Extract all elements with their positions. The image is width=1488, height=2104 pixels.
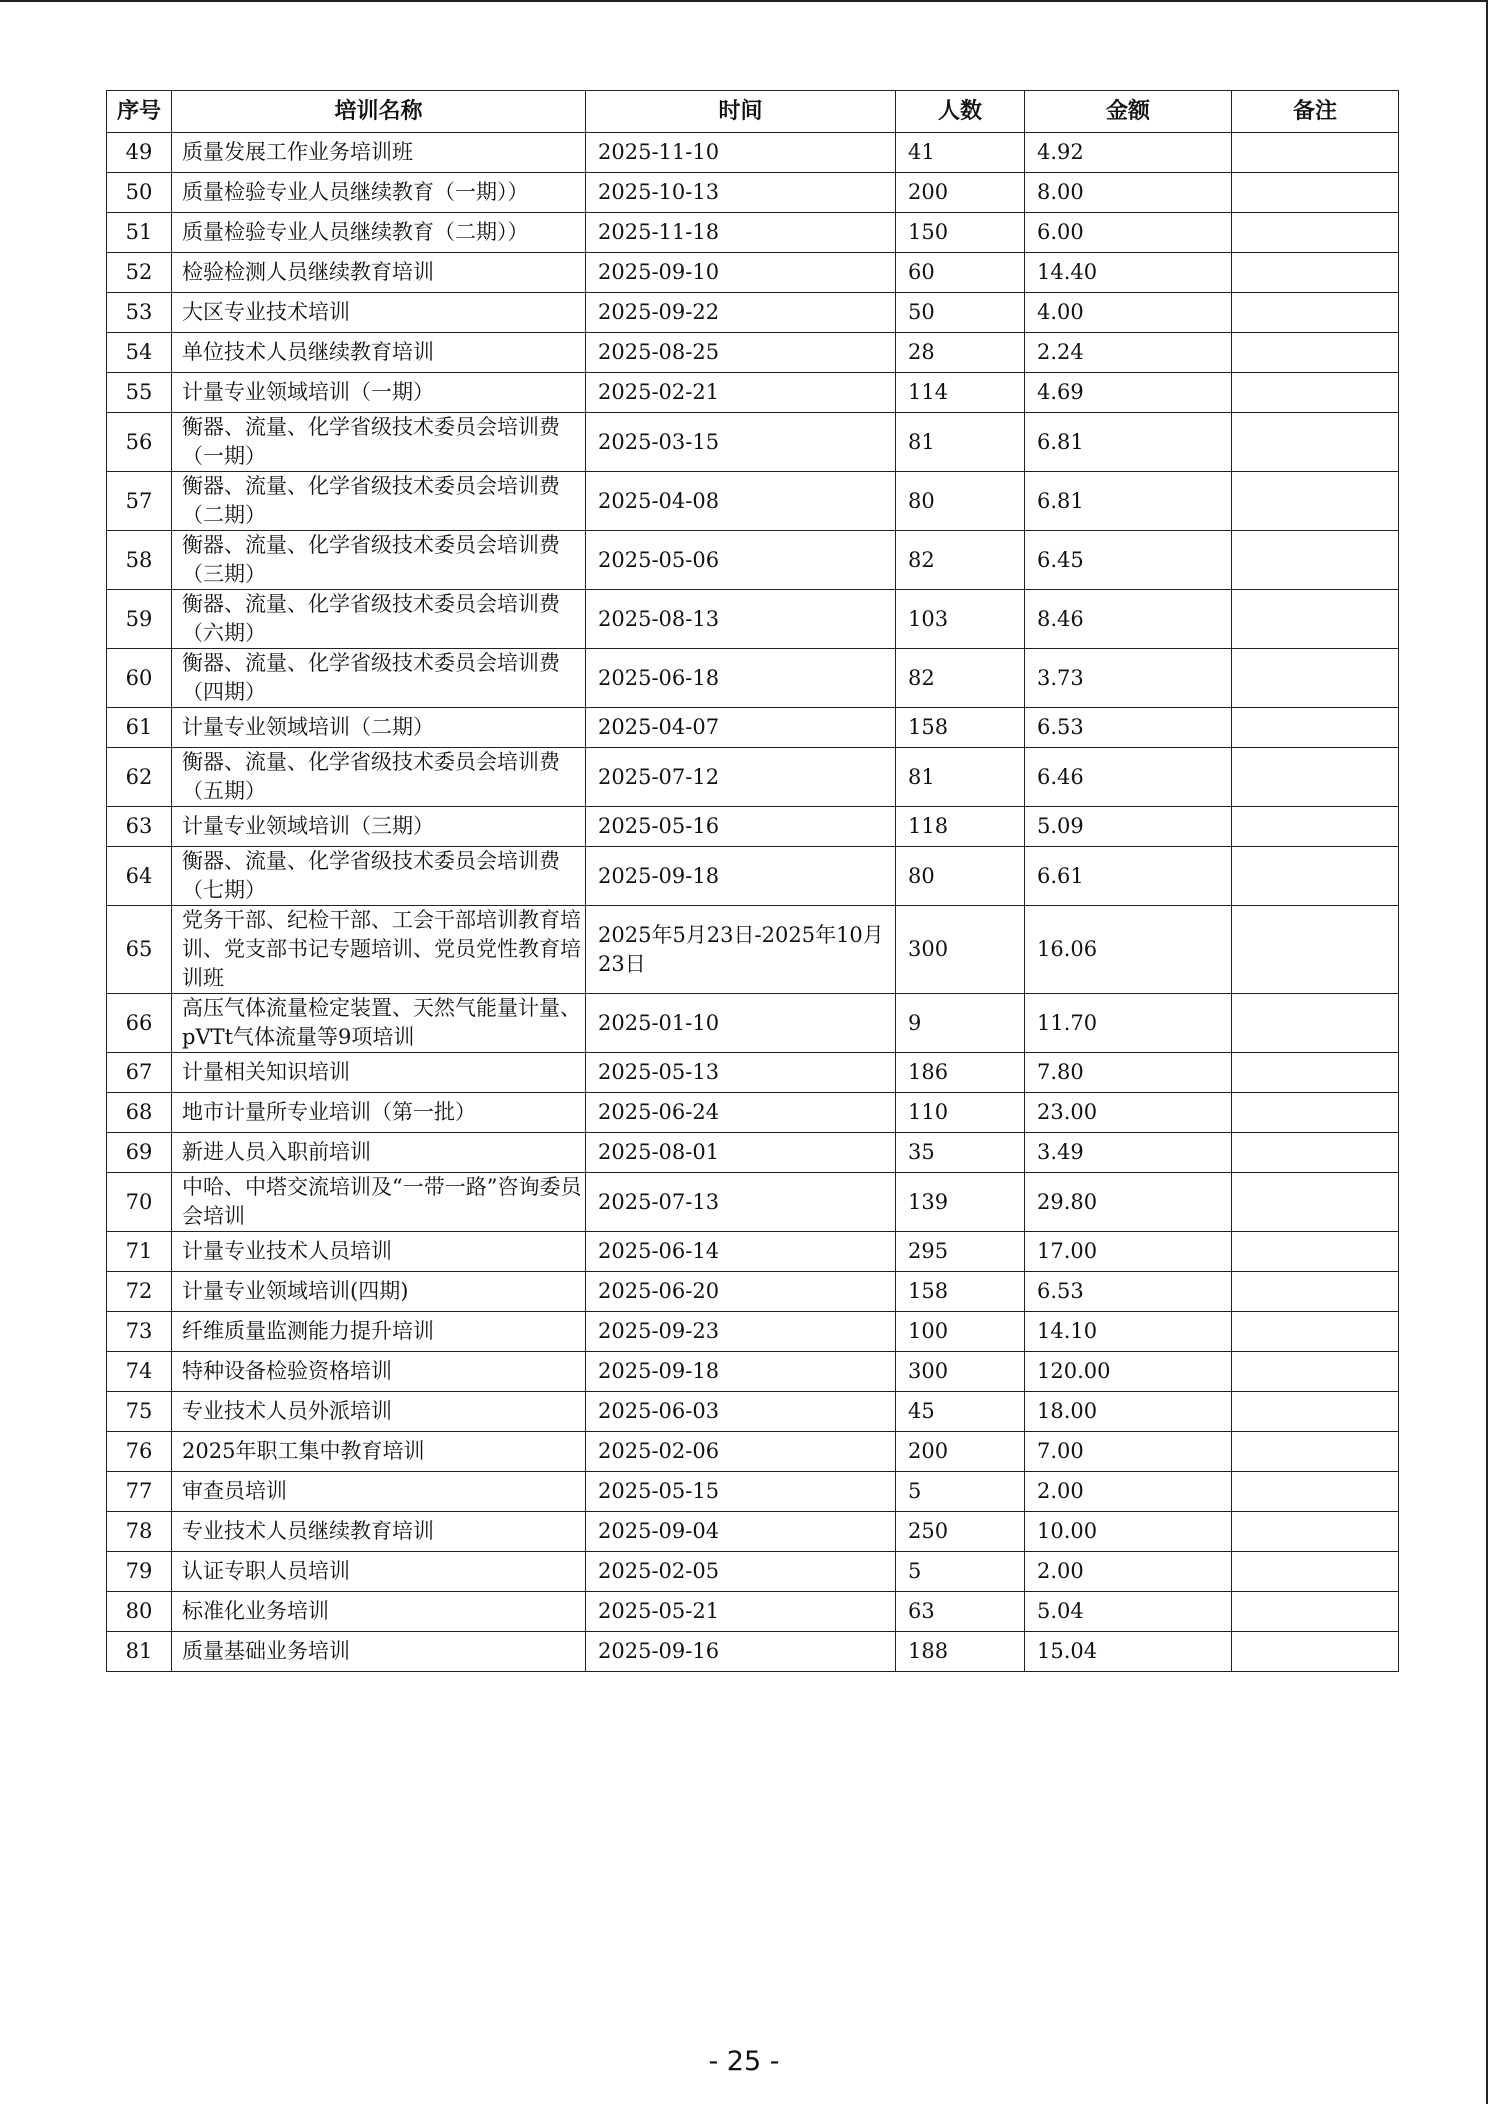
training-date: 2025-04-07 — [586, 708, 896, 748]
row-number: 76 — [107, 1432, 172, 1472]
participant-count: 300 — [896, 906, 1025, 994]
table-row — [107, 708, 1399, 748]
amount-value: 6.46 — [1025, 748, 1232, 807]
amount-value: 11.70 — [1025, 994, 1232, 1053]
training-name: 计量专业领域培训（二期） — [172, 708, 586, 748]
amount-value: 4.00 — [1025, 293, 1232, 333]
participant-count: 82 — [896, 649, 1025, 708]
amount-value: 5.09 — [1025, 807, 1232, 847]
table-row — [107, 1173, 1399, 1232]
note-cell — [1232, 1512, 1399, 1552]
row-number: 49 — [107, 133, 172, 173]
training-name: 高压气体流量检定装置、天然气能量计量、pVTt气体流量等9项培训 — [172, 994, 586, 1053]
participant-count: 139 — [896, 1173, 1025, 1232]
table-row — [107, 649, 1399, 708]
note-cell — [1232, 748, 1399, 807]
amount-value: 2.24 — [1025, 333, 1232, 373]
training-name: 纤维质量监测能力提升培训 — [172, 1312, 586, 1352]
table-row — [107, 213, 1399, 253]
amount-value: 10.00 — [1025, 1512, 1232, 1552]
note-cell — [1232, 807, 1399, 847]
training-date: 2025-05-16 — [586, 807, 896, 847]
row-number: 65 — [107, 906, 172, 994]
amount-value: 2.00 — [1025, 1552, 1232, 1592]
training-date: 2025-06-20 — [586, 1272, 896, 1312]
note-cell — [1232, 253, 1399, 293]
note-cell — [1232, 1432, 1399, 1472]
amount-value: 7.80 — [1025, 1053, 1232, 1093]
training-name: 新进人员入职前培训 — [172, 1133, 586, 1173]
participant-count: 300 — [896, 1352, 1025, 1392]
row-number: 75 — [107, 1392, 172, 1432]
table-row — [107, 847, 1399, 906]
row-number: 73 — [107, 1312, 172, 1352]
table-row — [107, 1093, 1399, 1133]
training-date: 2025-01-10 — [586, 994, 896, 1053]
row-number: 78 — [107, 1512, 172, 1552]
training-name: 衡器、流量、化学省级技术委员会培训费（二期） — [172, 472, 586, 531]
table-row — [107, 807, 1399, 847]
note-cell — [1232, 1232, 1399, 1272]
table-row — [107, 1272, 1399, 1312]
participant-count: 114 — [896, 373, 1025, 413]
training-date: 2025-05-21 — [586, 1592, 896, 1632]
table-row — [107, 590, 1399, 649]
row-number: 56 — [107, 413, 172, 472]
amount-value: 6.00 — [1025, 213, 1232, 253]
row-number: 61 — [107, 708, 172, 748]
training-name: 衡器、流量、化学省级技术委员会培训费（三期） — [172, 531, 586, 590]
note-cell — [1232, 1392, 1399, 1432]
amount-value: 29.80 — [1025, 1173, 1232, 1232]
training-date: 2025-02-06 — [586, 1432, 896, 1472]
note-cell — [1232, 1312, 1399, 1352]
row-number: 70 — [107, 1173, 172, 1232]
header-row — [107, 91, 1399, 133]
amount-value: 4.69 — [1025, 373, 1232, 413]
amount-value: 6.81 — [1025, 472, 1232, 531]
row-number: 81 — [107, 1632, 172, 1672]
note-cell — [1232, 333, 1399, 373]
amount-value: 8.46 — [1025, 590, 1232, 649]
table-row — [107, 472, 1399, 531]
training-date: 2025-09-18 — [586, 1352, 896, 1392]
training-date: 2025-09-10 — [586, 253, 896, 293]
amount-value: 6.53 — [1025, 1272, 1232, 1312]
participant-count: 50 — [896, 293, 1025, 333]
note-cell — [1232, 1272, 1399, 1312]
amount-value: 5.04 — [1025, 1592, 1232, 1632]
training-name: 党务干部、纪检干部、工会干部培训教育培训、党支部书记专题培训、党员党性教育培训班 — [172, 906, 586, 994]
participant-count: 45 — [896, 1392, 1025, 1432]
header-date: 时间 — [586, 91, 896, 133]
training-name: 质量发展工作业务培训班 — [172, 133, 586, 173]
note-cell — [1232, 413, 1399, 472]
row-number: 74 — [107, 1352, 172, 1392]
row-number: 57 — [107, 472, 172, 531]
table-row — [107, 133, 1399, 173]
training-name: 衡器、流量、化学省级技术委员会培训费（六期） — [172, 590, 586, 649]
amount-value: 6.61 — [1025, 847, 1232, 906]
training-name: 地市计量所专业培训（第一批） — [172, 1093, 586, 1133]
participant-count: 150 — [896, 213, 1025, 253]
training-name: 专业技术人员继续教育培训 — [172, 1512, 586, 1552]
training-date: 2025-09-16 — [586, 1632, 896, 1672]
training-name: 衡器、流量、化学省级技术委员会培训费（五期） — [172, 748, 586, 807]
training-name: 质量基础业务培训 — [172, 1632, 586, 1672]
note-cell — [1232, 1133, 1399, 1173]
training-date: 2025-06-18 — [586, 649, 896, 708]
participant-count: 5 — [896, 1472, 1025, 1512]
table-row — [107, 1133, 1399, 1173]
table-row — [107, 1352, 1399, 1392]
header-amount: 金额 — [1025, 91, 1232, 133]
participant-count: 60 — [896, 253, 1025, 293]
participant-count: 82 — [896, 531, 1025, 590]
amount-value: 14.10 — [1025, 1312, 1232, 1352]
training-date: 2025-10-13 — [586, 173, 896, 213]
row-number: 72 — [107, 1272, 172, 1312]
training-name: 计量专业领域培训(四期) — [172, 1272, 586, 1312]
participant-count: 158 — [896, 1272, 1025, 1312]
row-number: 51 — [107, 213, 172, 253]
note-cell — [1232, 708, 1399, 748]
table-row — [107, 1512, 1399, 1552]
training-name: 2025年职工集中教育培训 — [172, 1432, 586, 1472]
training-date: 2025-09-22 — [586, 293, 896, 333]
participant-count: 35 — [896, 1133, 1025, 1173]
training-date: 2025-09-23 — [586, 1312, 896, 1352]
participant-count: 158 — [896, 708, 1025, 748]
participant-count: 81 — [896, 748, 1025, 807]
row-number: 60 — [107, 649, 172, 708]
training-name: 质量检验专业人员继续教育（二期）） — [172, 213, 586, 253]
training-name: 标准化业务培训 — [172, 1592, 586, 1632]
table-header — [107, 91, 1399, 133]
participant-count: 81 — [896, 413, 1025, 472]
table-row — [107, 333, 1399, 373]
amount-value: 23.00 — [1025, 1093, 1232, 1133]
amount-value: 3.73 — [1025, 649, 1232, 708]
row-number: 52 — [107, 253, 172, 293]
training-date: 2025-06-03 — [586, 1392, 896, 1432]
note-cell — [1232, 994, 1399, 1053]
note-cell — [1232, 649, 1399, 708]
header-note: 备注 — [1232, 91, 1399, 133]
note-cell — [1232, 293, 1399, 333]
amount-value: 18.00 — [1025, 1392, 1232, 1432]
table-row — [107, 413, 1399, 472]
amount-value: 3.49 — [1025, 1133, 1232, 1173]
training-name: 认证专职人员培训 — [172, 1552, 586, 1592]
participant-count: 80 — [896, 847, 1025, 906]
note-cell — [1232, 1632, 1399, 1672]
note-cell — [1232, 1093, 1399, 1133]
amount-value: 6.53 — [1025, 708, 1232, 748]
training-date: 2025-11-18 — [586, 213, 896, 253]
amount-value: 120.00 — [1025, 1352, 1232, 1392]
training-date: 2025-07-12 — [586, 748, 896, 807]
note-cell — [1232, 173, 1399, 213]
row-number: 54 — [107, 333, 172, 373]
participant-count: 110 — [896, 1093, 1025, 1133]
training-date: 2025-06-24 — [586, 1093, 896, 1133]
table-row — [107, 373, 1399, 413]
training-date: 2025-02-21 — [586, 373, 896, 413]
participant-count: 200 — [896, 1432, 1025, 1472]
training-name: 计量专业技术人员培训 — [172, 1232, 586, 1272]
training-name: 中哈、中塔交流培训及“一带一路”咨询委员会培训 — [172, 1173, 586, 1232]
training-name: 大区专业技术培训 — [172, 293, 586, 333]
table-row — [107, 1432, 1399, 1472]
training-name: 质量检验专业人员继续教育（一期）） — [172, 173, 586, 213]
participant-count: 295 — [896, 1232, 1025, 1272]
participant-count: 200 — [896, 173, 1025, 213]
table-row — [107, 906, 1399, 994]
training-date: 2025-05-13 — [586, 1053, 896, 1093]
amount-value: 15.04 — [1025, 1632, 1232, 1672]
training-date: 2025-05-06 — [586, 531, 896, 590]
note-cell — [1232, 590, 1399, 649]
training-date: 2025-09-04 — [586, 1512, 896, 1552]
amount-value: 4.92 — [1025, 133, 1232, 173]
training-name: 衡器、流量、化学省级技术委员会培训费（一期） — [172, 413, 586, 472]
amount-value: 7.00 — [1025, 1432, 1232, 1472]
table-row — [107, 293, 1399, 333]
note-cell — [1232, 1173, 1399, 1232]
participant-count: 5 — [896, 1552, 1025, 1592]
note-cell — [1232, 472, 1399, 531]
amount-value: 17.00 — [1025, 1232, 1232, 1272]
participant-count: 41 — [896, 133, 1025, 173]
amount-value: 6.45 — [1025, 531, 1232, 590]
row-number: 80 — [107, 1592, 172, 1632]
header-count: 人数 — [896, 91, 1025, 133]
table-row — [107, 994, 1399, 1053]
row-number: 79 — [107, 1552, 172, 1592]
participant-count: 100 — [896, 1312, 1025, 1352]
note-cell — [1232, 1552, 1399, 1592]
header-no: 序号 — [107, 91, 172, 133]
participant-count: 9 — [896, 994, 1025, 1053]
note-cell — [1232, 213, 1399, 253]
row-number: 62 — [107, 748, 172, 807]
row-number: 64 — [107, 847, 172, 906]
note-cell — [1232, 1053, 1399, 1093]
row-number: 69 — [107, 1133, 172, 1173]
note-cell — [1232, 133, 1399, 173]
table-row — [107, 1053, 1399, 1093]
training-name: 计量专业领域培训（三期） — [172, 807, 586, 847]
training-name: 检验检测人员继续教育培训 — [172, 253, 586, 293]
training-name: 专业技术人员外派培训 — [172, 1392, 586, 1432]
row-number: 55 — [107, 373, 172, 413]
amount-value: 2.00 — [1025, 1472, 1232, 1512]
training-name: 单位技术人员继续教育培训 — [172, 333, 586, 373]
training-name: 计量专业领域培训（一期） — [172, 373, 586, 413]
training-date: 2025-07-13 — [586, 1173, 896, 1232]
page-number: - 25 - — [708, 2046, 780, 2077]
row-number: 77 — [107, 1472, 172, 1512]
training-date: 2025-08-25 — [586, 333, 896, 373]
training-name: 衡器、流量、化学省级技术委员会培训费（四期） — [172, 649, 586, 708]
training-date: 2025年5月23日-2025年10月23日 — [586, 906, 896, 994]
training-date: 2025-04-08 — [586, 472, 896, 531]
participant-count: 28 — [896, 333, 1025, 373]
amount-value: 8.00 — [1025, 173, 1232, 213]
participant-count: 186 — [896, 1053, 1025, 1093]
participant-count: 103 — [896, 590, 1025, 649]
table-row — [107, 531, 1399, 590]
training-date: 2025-03-15 — [586, 413, 896, 472]
row-number: 58 — [107, 531, 172, 590]
table-row — [107, 1232, 1399, 1272]
training-name: 计量相关知识培训 — [172, 1053, 586, 1093]
table-row — [107, 173, 1399, 213]
table-body — [107, 133, 1399, 1672]
row-number: 50 — [107, 173, 172, 213]
table-row — [107, 253, 1399, 293]
training-date: 2025-09-18 — [586, 847, 896, 906]
table-row — [107, 1632, 1399, 1672]
amount-value: 16.06 — [1025, 906, 1232, 994]
training-name: 衡器、流量、化学省级技术委员会培训费（七期） — [172, 847, 586, 906]
note-cell — [1232, 531, 1399, 590]
header-name: 培训名称 — [172, 91, 586, 133]
training-date: 2025-06-14 — [586, 1232, 896, 1272]
table-row — [107, 1392, 1399, 1432]
training-table — [106, 90, 1399, 1672]
training-date: 2025-02-05 — [586, 1552, 896, 1592]
training-date: 2025-05-15 — [586, 1472, 896, 1512]
row-number: 67 — [107, 1053, 172, 1093]
participant-count: 80 — [896, 472, 1025, 531]
row-number: 71 — [107, 1232, 172, 1272]
row-number: 68 — [107, 1093, 172, 1133]
table-row — [107, 1592, 1399, 1632]
training-date: 2025-08-13 — [586, 590, 896, 649]
training-date: 2025-08-01 — [586, 1133, 896, 1173]
training-name: 审查员培训 — [172, 1472, 586, 1512]
participant-count: 63 — [896, 1592, 1025, 1632]
table-row — [107, 1472, 1399, 1512]
row-number: 66 — [107, 994, 172, 1053]
table-row — [107, 1312, 1399, 1352]
note-cell — [1232, 847, 1399, 906]
amount-value: 14.40 — [1025, 253, 1232, 293]
note-cell — [1232, 906, 1399, 994]
note-cell — [1232, 1352, 1399, 1392]
amount-value: 6.81 — [1025, 413, 1232, 472]
note-cell — [1232, 1472, 1399, 1512]
participant-count: 188 — [896, 1632, 1025, 1672]
participant-count: 118 — [896, 807, 1025, 847]
participant-count: 250 — [896, 1512, 1025, 1552]
table-row — [107, 748, 1399, 807]
table-row — [107, 1552, 1399, 1592]
training-name: 特种设备检验资格培训 — [172, 1352, 586, 1392]
row-number: 53 — [107, 293, 172, 333]
note-cell — [1232, 1592, 1399, 1632]
note-cell — [1232, 373, 1399, 413]
row-number: 59 — [107, 590, 172, 649]
row-number: 63 — [107, 807, 172, 847]
training-date: 2025-11-10 — [586, 133, 896, 173]
